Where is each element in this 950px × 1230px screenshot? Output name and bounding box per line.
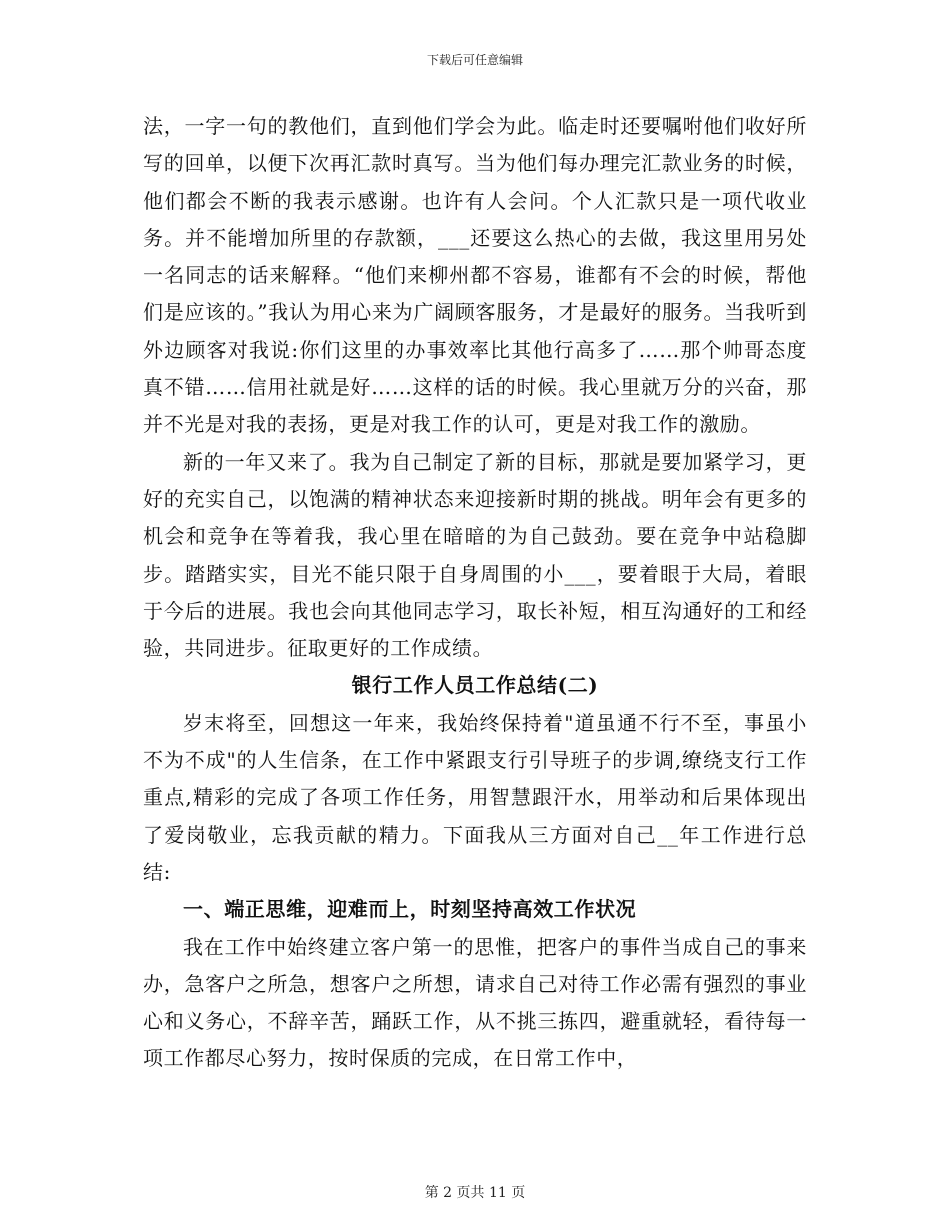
document-title: 银行工作人员工作总结(二) [351,673,599,698]
paragraph-intro: 岁末将至，回想这一年来，我始终保持着"道虽通不行不至，事虽小不为不成"的人生信条，在工作中紧跟支行引导班子的步调,缭绕支行工作重点,精彩的完成了各项工作任务，用智慧跟汗水，用举动和后果体现出了爱岗敬业，忘我贡献的精力。下面我从三方面对自己__年工作进行总结: [143,710,807,884]
document-body [143,108,807,1078]
page-footer: 第 2 页共 11 页 [424,1185,526,1201]
paragraph-new-year-goals: 新的一年又来了。我为自己制定了新的目标，那就是要加紧学习，更好的充实自己，以饱满的精神状态来迎接新时期的挑战。明年会有更多的机会和竞争在等着我，我心里在暗暗的为自己鼓劲。要在竞争中站稳脚步。踏踏实实，目光不能只限于自身周围的小___，要着眼于大局，着眼于今后的进展。我也会向其他同志学习，取长补短，相互沟通好的工和经验，共同进步。征取更好的工作成绩。 [143,449,807,661]
section-heading-1: 一、端正思维，迎难而上，时刻坚持高效工作状况 [183,897,637,922]
paragraph-section-1: 我在工作中始终建立客户第一的思惟，把客户的事件当成自己的事来办，急客户之所急，想客户之所想，请求自己对待工作必需有强烈的事业心和义务心，不辞辛苦，踊跃工作，从不挑三拣四，避重就轻，看待每一项工作都尽心努力，按时保质的完成，在日常工作中， [143,934,807,1071]
page-header: 下载后可任意编辑 [426,53,523,67]
paragraph-continued: 法，一字一句的教他们，直到他们学会为此。临走时还要嘱咐他们收好所写的回单，以便下次再汇款时真写。当为他们每办理完汇款业务的时候，他们都会不断的我表示感谢。也许有人会问。个人汇款只是一项代收业务。并不能增加所里的存款额，___还要这么热心的去做，我这里用另处一名同志的话来解释。“他们来柳州都不容易，谁都有不会的时候，帮他们是应该的。”我认为用心来为广阔顾客服务，才是最好的服务。当我听到外边顾客对我说:你们这里的办事效率比其他行高多了……那个帅哥态度真不错……信用社就是好……这样的话的时候。我心里就万分的兴奋，那并不光是对我的表扬，更是对我工作的认可，更是对我工作的激励。 [143,114,807,437]
